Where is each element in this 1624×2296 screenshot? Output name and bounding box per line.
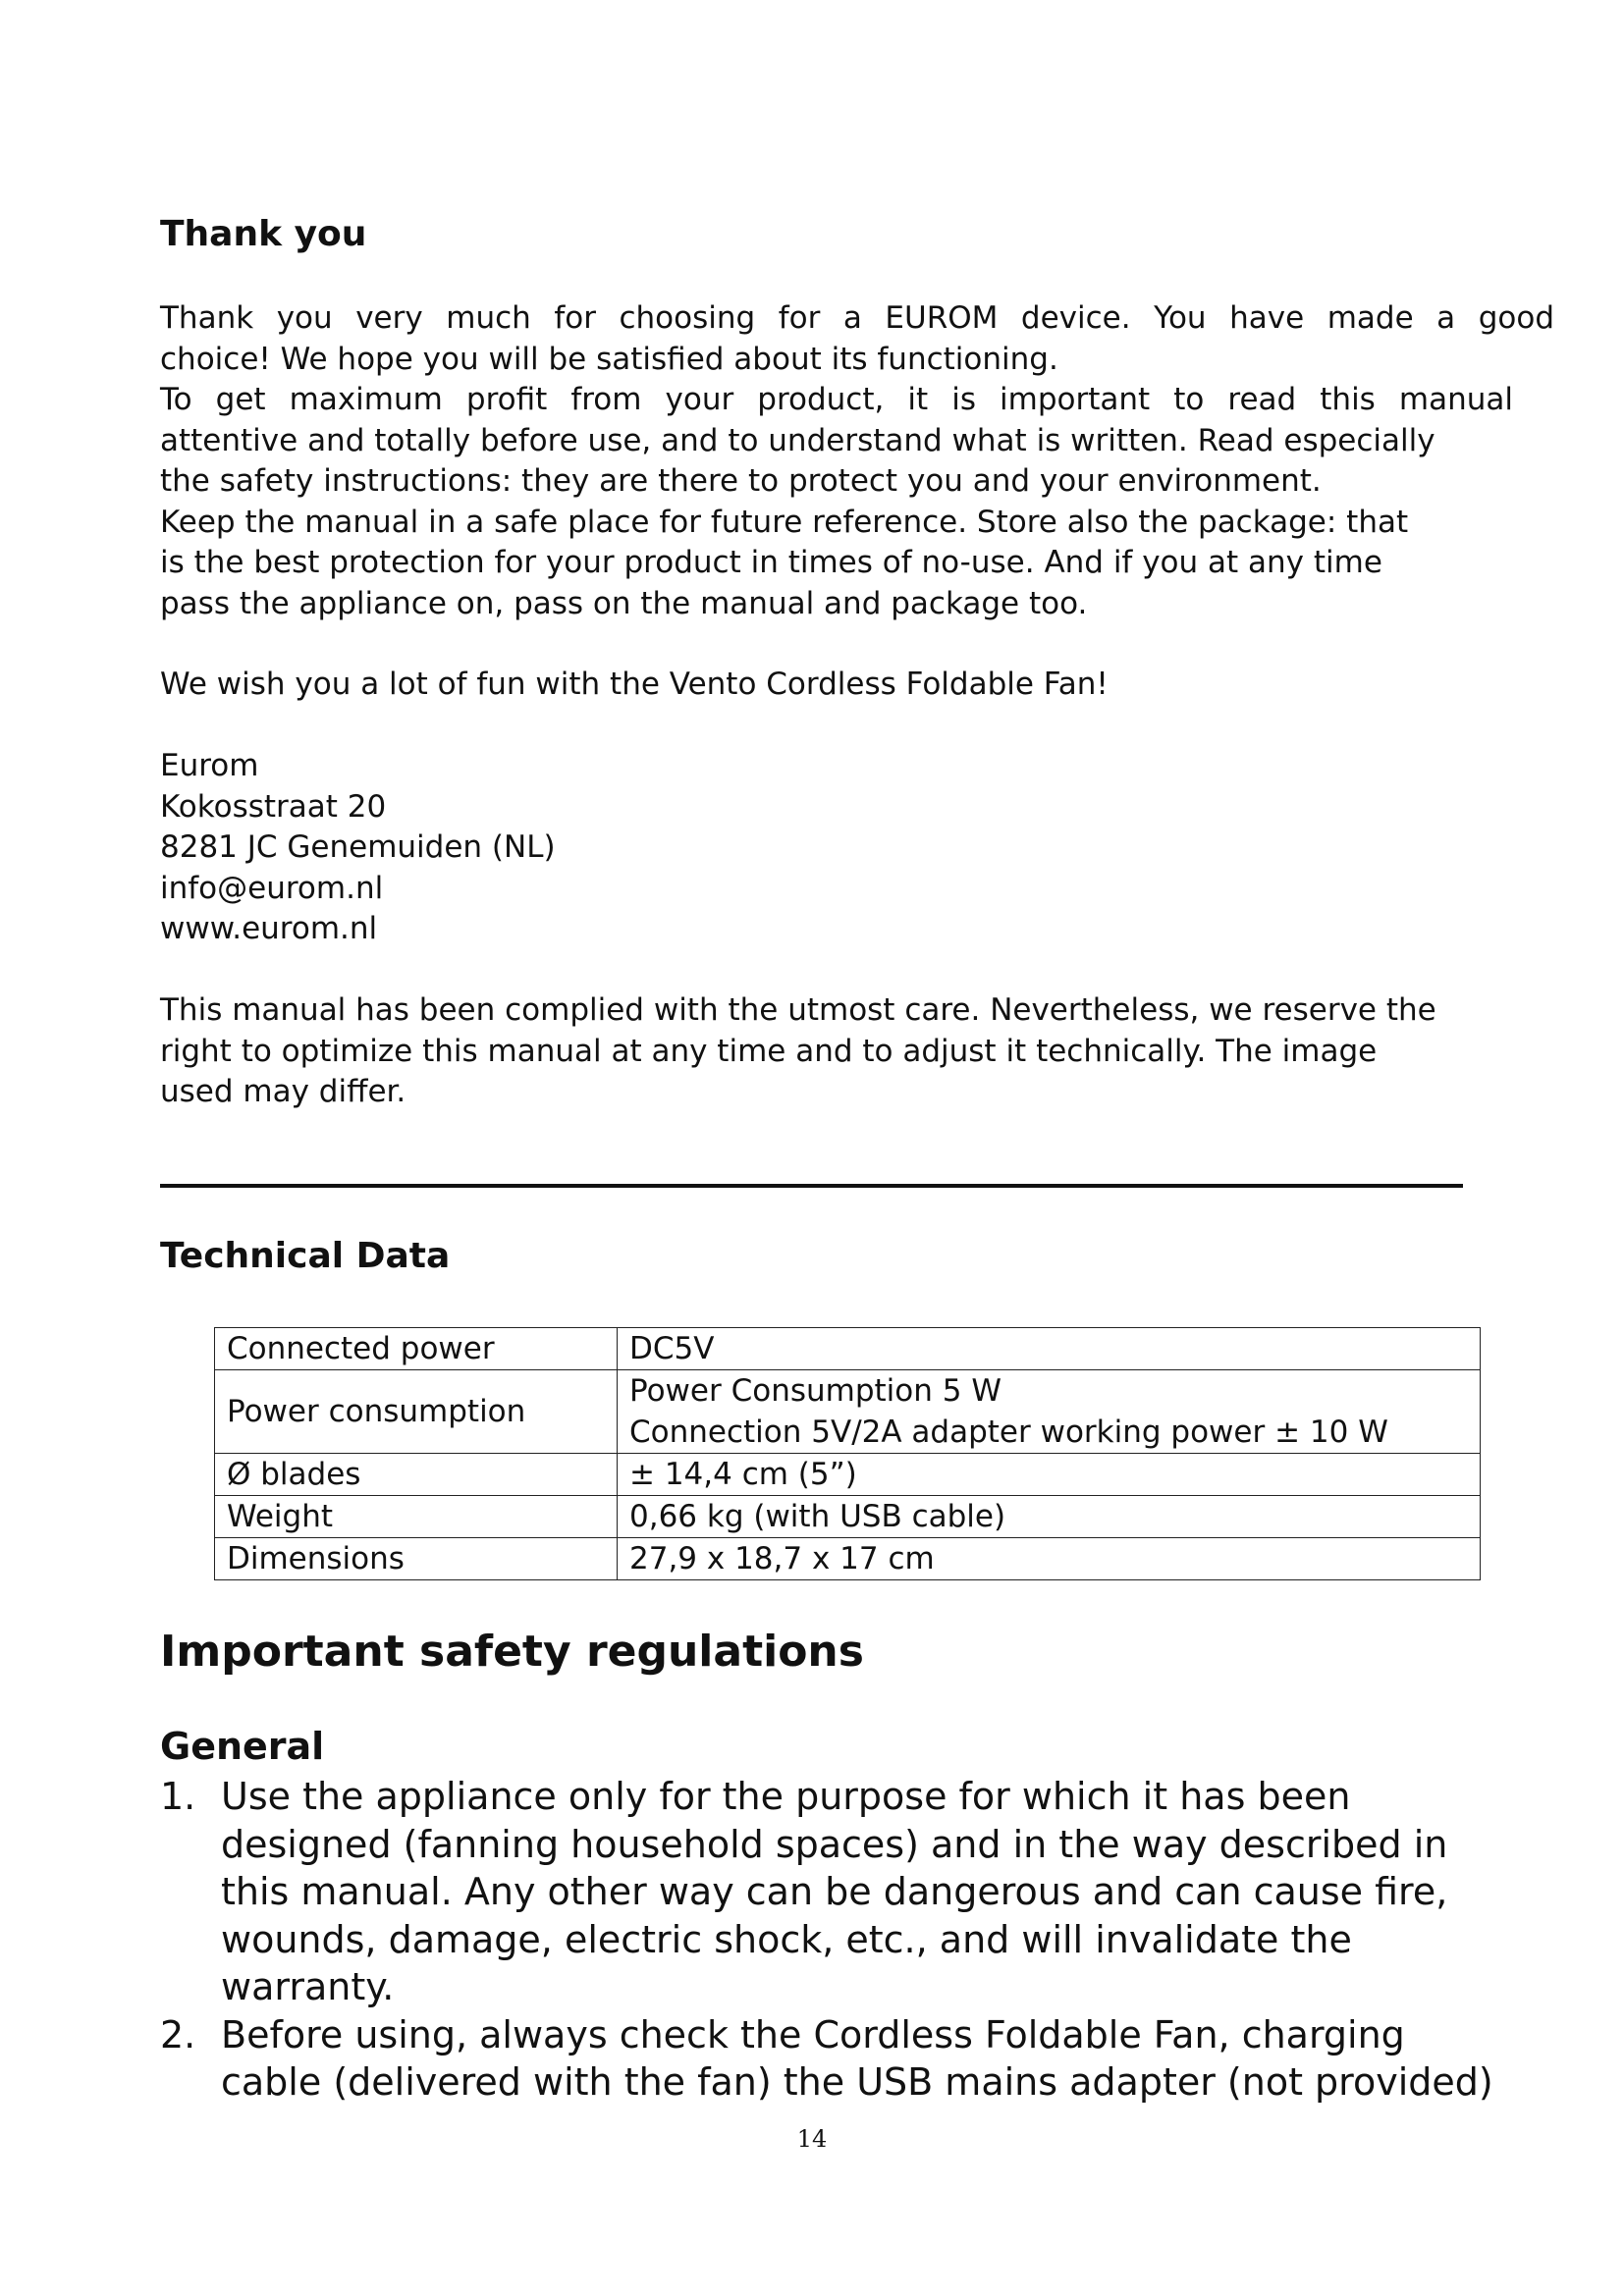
spec-label: Power consumption — [215, 1370, 618, 1454]
company-name: Eurom — [160, 748, 259, 783]
intro-line: To get maximum profit from your product, it is important to read this manual — [160, 382, 1513, 417]
spec-label: Weight — [215, 1496, 618, 1538]
table-row — [215, 1370, 1481, 1454]
list-item-number: 1. — [160, 1775, 196, 1818]
table-row — [215, 1328, 1481, 1370]
spec-label: Connected power — [215, 1328, 618, 1370]
page-number: 14 — [796, 2125, 828, 2153]
intro-line: is the best protection for your product in times of no-use. And if you at any time — [160, 545, 1382, 580]
intro-line: Keep the manual in a safe place for future reference. Store also the package: that — [160, 504, 1409, 540]
spec-value: ± 14,4 cm (5”) — [618, 1454, 1481, 1496]
wish-text: We wish you a lot of fun with the Vento Cordless Foldable Fan! — [160, 667, 1109, 702]
address-block — [160, 746, 1554, 950]
website-address: www.eurom.nl — [160, 911, 378, 946]
section-divider — [160, 1184, 1463, 1188]
spec-value: 0,66 kg (with USB cable) — [618, 1496, 1481, 1538]
table-row — [215, 1454, 1481, 1496]
table-row — [215, 1496, 1481, 1538]
list-item — [160, 1773, 1515, 2011]
list-item — [160, 2011, 1515, 2107]
intro-line: Thank you very much for choosing for a EUROM device. You have made a good — [160, 300, 1554, 336]
spec-label: Ø blades — [215, 1454, 618, 1496]
email-address: info@eurom.nl — [160, 870, 384, 906]
disclaimer-line: This manual has been complied with the utmost care. Nevertheless, we reserve the — [160, 992, 1436, 1028]
table-row — [215, 1538, 1481, 1580]
list-item-number: 2. — [160, 2012, 196, 2056]
city-address: 8281 JC Genemuiden (NL) — [160, 829, 556, 865]
intro-line: pass the appliance on, pass on the manual and package too. — [160, 585, 1088, 621]
spec-value: Power Consumption 5 W Connection 5V/2A adapter working power ± 10 W — [618, 1370, 1481, 1454]
list-item-line: this manual. Any other way can be dangerous and can cause fire, — [221, 1870, 1448, 1913]
technical-data-table — [214, 1327, 1481, 1580]
disclaimer-line: right to optimize this manual at any time and to adjust it technically. The image — [160, 1033, 1378, 1069]
intro-line: choice! We hope you will be satisfied about its functioning. — [160, 341, 1058, 377]
safety-list — [160, 1773, 1515, 2107]
list-item-line: wounds, damage, electric shock, etc., and will invalidate the — [221, 1917, 1352, 1961]
technical-data-heading: Technical Data — [160, 1236, 451, 1276]
spec-label: Dimensions — [215, 1538, 618, 1580]
list-item-line: cable (delivered with the fan) the USB mains adapter (not provided) — [221, 2060, 1493, 2104]
general-subheading: General — [160, 1725, 325, 1768]
list-item-line: designed (fanning household spaces) and in the way described in — [221, 1822, 1448, 1866]
safety-heading: Important safety regulations — [160, 1627, 864, 1677]
list-item-line: Use the appliance only for the purpose for which it has been — [221, 1775, 1351, 1818]
intro-line: attentive and totally before use, and to understand what is written. Read especially — [160, 422, 1435, 458]
spec-value: DC5V — [618, 1328, 1481, 1370]
disclaimer-paragraph — [160, 990, 1554, 1113]
list-item-line: Before using, always check the Cordless Foldable Fan, charging — [221, 2012, 1405, 2056]
street-address: Kokosstraat 20 — [160, 788, 387, 825]
spec-value: 27,9 x 18,7 x 17 cm — [618, 1538, 1481, 1580]
thank-you-heading: Thank you — [160, 214, 367, 254]
disclaimer-line: used may differ. — [160, 1074, 406, 1109]
intro-line: the safety instructions: they are there to protect you and your environment. — [160, 463, 1322, 499]
intro-paragraph — [160, 298, 1554, 624]
list-item-line: warranty. — [221, 1965, 395, 2008]
